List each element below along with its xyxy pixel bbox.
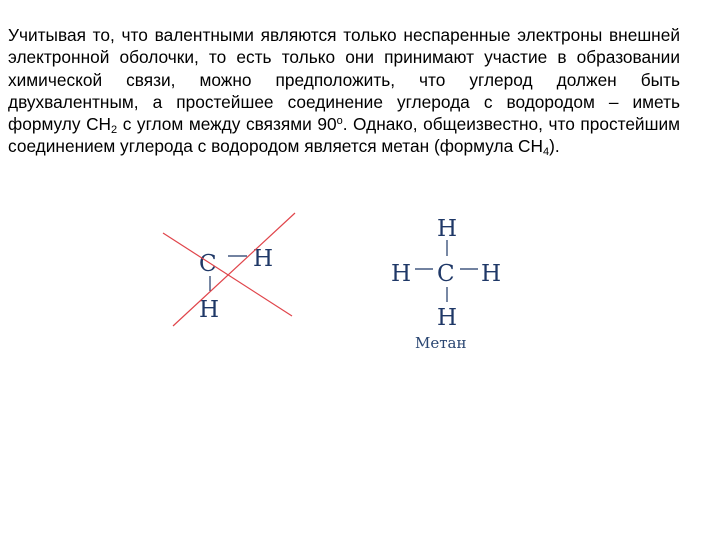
methane-hydrogen-right: H bbox=[481, 261, 502, 287]
ch2-hydrogen-right: H bbox=[253, 246, 274, 272]
methane-hydrogen-left: H bbox=[391, 261, 412, 287]
paragraph-text-3: . Однако, общеизвестно, что простейшим соединением углерода с водородом является метан (формула CH bbox=[8, 114, 680, 157]
paragraph-text-4: ). bbox=[549, 136, 560, 157]
methane-structure bbox=[391, 216, 501, 352]
ch2-carbon: C bbox=[199, 251, 217, 277]
methane-hydrogen-bottom: H bbox=[437, 305, 458, 331]
subscript-4: 4 bbox=[542, 146, 550, 159]
cross-line-2 bbox=[173, 213, 295, 326]
paragraph-text-2: с углом между связями 90 bbox=[117, 114, 337, 135]
methane-hydrogen-top: H bbox=[437, 216, 458, 242]
paragraph-text-1: Учитывая то, что валентными являются только неспаренные электроны внешней электронной оболочки, то есть только они принимают участие в образовании химической связи, можно предположить, что углерод должен быть двухвалентным, а простейшее соединение углерода с водородом – иметь формулу CH bbox=[8, 25, 680, 135]
ch2-structure bbox=[163, 213, 295, 326]
methane-carbon: C bbox=[437, 261, 455, 287]
degree-superscript: o bbox=[336, 115, 343, 128]
subscript-2: 2 bbox=[111, 124, 118, 137]
methane-caption: Метан bbox=[415, 334, 467, 352]
ch2-hydrogen-bottom: H bbox=[199, 297, 220, 323]
